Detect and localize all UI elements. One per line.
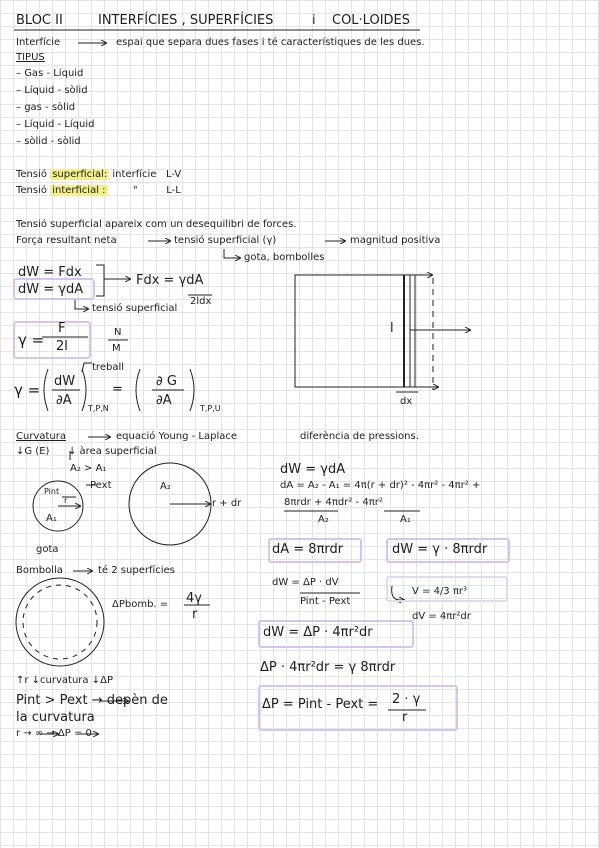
a2-label: A₂ (160, 481, 171, 492)
conclusion-line: la curvatura (16, 710, 95, 725)
frac-2l: 2l (56, 339, 68, 354)
dg-num: ∂ G (156, 374, 177, 389)
tension-row: Tensió interficial : " L-L (16, 185, 181, 196)
highlight-superficial: superficial: (52, 169, 108, 180)
pint-label: Pint (44, 487, 60, 496)
dv-eq: dV = 4πr²dr (412, 611, 471, 622)
deriv-a2: A₂ (318, 514, 329, 525)
area-line: ↓ àrea superficial (68, 446, 157, 457)
eq-dw-fdx: dW = Fdx (18, 265, 82, 280)
highlight-interficial: interficial : (52, 185, 106, 196)
four-gamma: 4γ (186, 591, 202, 606)
conclusion-line: ↑r ↓curvatura ↓ΔP (16, 675, 113, 686)
treball: treball (92, 362, 124, 373)
intro-term: Interfície (16, 37, 61, 48)
dp-bomb: ΔPbomb. = (112, 599, 169, 610)
eq-two-ldx: 2ldx (190, 296, 212, 307)
tpu: T,P,U (200, 404, 221, 413)
young-laplace: equació Young - Laplace (116, 431, 238, 442)
frac-f: F (58, 321, 66, 336)
da-den2: ∂A (156, 393, 172, 408)
deriv-a1: A₁ (400, 514, 411, 525)
unit-n: N (114, 327, 122, 338)
type-item: – sòlid - sòlid (16, 136, 81, 147)
r-label: r (64, 496, 68, 505)
st-line1: Tensió superficial apareix com un desequilibri de forces. (16, 219, 297, 230)
type-item: – Líquid - sòlid (16, 85, 88, 96)
st-line3: gota, bombolles (244, 252, 325, 263)
tensio-label: tensió superficial (92, 303, 178, 314)
box-da-text: dA = 8πrdr (272, 542, 344, 557)
pressure-difference: diferència de pressions. (300, 431, 419, 442)
title-last: COL·LOIDES (332, 13, 411, 28)
te-superficies: té 2 superfícies (98, 565, 175, 576)
final-eq: ΔP = Pint - Pext = (262, 697, 379, 712)
frame-dx-label: dx (400, 396, 413, 407)
st-line2c: magnitud positiva (350, 235, 441, 246)
title-topic: INTERFÍCIES , SUPERFÍCIES (98, 13, 274, 28)
title-conj: i (312, 13, 316, 28)
st-line2a: Força resultant neta (16, 235, 117, 246)
a1-label: A₁ (46, 513, 57, 524)
final-den: r (402, 710, 408, 725)
conclusion-line: r → ∞ → ΔP = 0 (16, 728, 92, 739)
r-dr-label: r + dr (212, 498, 242, 509)
deriv-l2: dA = A₂ - A₁ = 4π(r + dr)² - 4πr² - 4πr² + (280, 480, 481, 491)
gamma2: γ = (14, 381, 41, 399)
deriv-l3: 8πrdr + 4πdr² - 4πr² (284, 497, 383, 508)
r-den: r (192, 607, 198, 622)
g-line: ↓G (E) (16, 446, 50, 457)
dw-num: dW (54, 374, 76, 389)
deriv-l1: dW = γdA (280, 462, 346, 477)
gamma-eq: γ = (18, 331, 45, 349)
eq-fdx-gda: Fdx = γdA (136, 273, 204, 288)
final-num: 2 · γ (392, 692, 421, 707)
da-den: ∂A (56, 393, 72, 408)
type-item: – Líquid - Líquid (16, 119, 95, 130)
tpn: T,P,N (88, 404, 109, 413)
equals: = (112, 382, 123, 397)
type-item: – Gas - Líquid (16, 68, 84, 79)
a2-gt-a1: A₂ > A₁ (70, 463, 107, 474)
types-heading: TIPUS (16, 52, 45, 63)
bombolla-label: Bombolla (16, 565, 63, 576)
box-dw-text: dW = γ · 8πrdr (392, 542, 488, 557)
volume-eq: V = 4/3 πr³ (412, 586, 467, 597)
frame-l-label: l (390, 321, 394, 336)
type-item: – gas - sòlid (16, 102, 76, 113)
curvature-heading: Curvatura (16, 431, 66, 442)
pext-label: Pext (90, 480, 112, 491)
st-line2b: tensió superficial (γ) (174, 235, 277, 246)
gota-label: gota (36, 544, 59, 555)
bloc-label: BLOC II (16, 13, 63, 28)
tension-row: Tensió superficial: interfície L-V (16, 169, 182, 180)
cancel-line: ΔP · 4πr²dr = γ 8πrdr (260, 660, 396, 675)
box-dw2-text: dW = ΔP · 4πr²dr (263, 625, 373, 640)
pint-pext: Pint - Pext (300, 596, 351, 607)
unit-m: M (112, 343, 121, 354)
eq-dw-gda: dW = γdA (18, 282, 84, 297)
dw-dp-dv: dW = ΔP · dV (272, 577, 339, 588)
intro-definition: espai que separa dues fases i té característiques de les dues. (116, 37, 425, 48)
conclusion-line: Pint > Pext → depèn de (16, 693, 168, 708)
